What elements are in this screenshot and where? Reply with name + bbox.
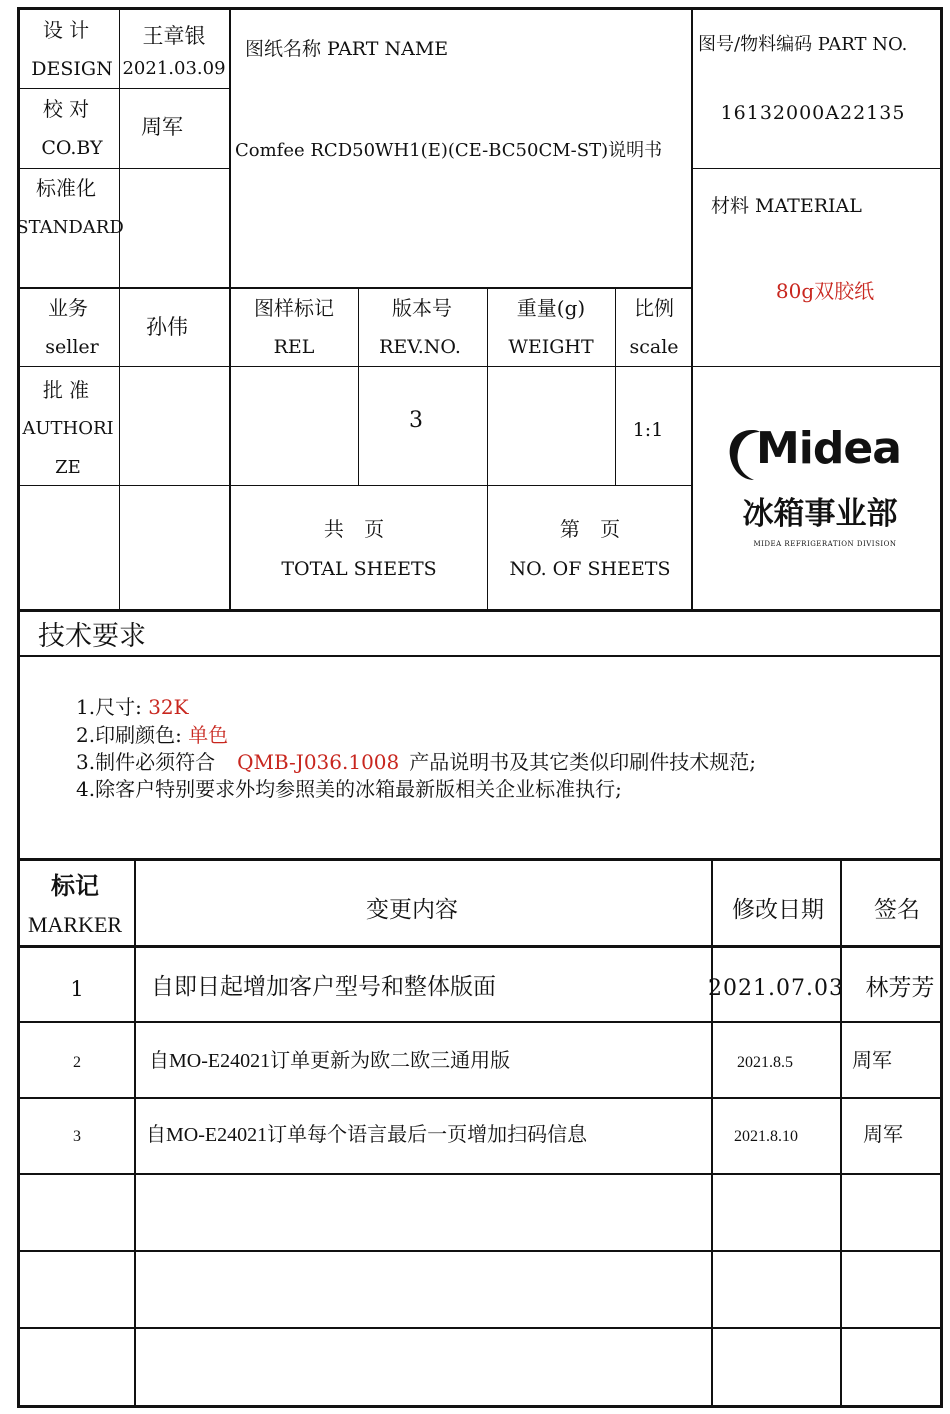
grid-line bbox=[487, 288, 488, 611]
row-1-sign: 林芳芳 bbox=[865, 975, 935, 1001]
rev-label-cn: 版本号 bbox=[392, 296, 452, 320]
rel-label-en: REL bbox=[273, 336, 315, 358]
row-1-date: 2021.07.03 bbox=[708, 976, 844, 1001]
grid-line bbox=[19, 655, 943, 657]
seller-label-cn: 业务 bbox=[48, 296, 88, 320]
req-3-suffix: 产品说明书及其它类似印刷件技术规范; bbox=[409, 750, 756, 774]
grid-line bbox=[19, 1327, 943, 1329]
grid-line bbox=[119, 9, 120, 611]
date-header: 修改日期 bbox=[732, 897, 824, 923]
grid-line bbox=[19, 1021, 943, 1023]
total-sheets-cn: 共 页 bbox=[323, 517, 385, 541]
grid-line bbox=[134, 860, 136, 1407]
check-label-cn: 校 对 bbox=[42, 97, 90, 121]
weight-label-en: WEIGHT bbox=[508, 336, 594, 358]
scale-value: 1:1 bbox=[632, 419, 664, 441]
requirement-item-1 bbox=[76, 697, 189, 717]
design-label-cn: 设 计 bbox=[42, 18, 90, 42]
requirement-item-3 bbox=[76, 752, 756, 772]
checker-name: 周军 bbox=[141, 115, 183, 139]
rev-label-en: REV.NO. bbox=[379, 336, 461, 358]
grid-line bbox=[19, 168, 230, 169]
req-2-label: 2.印刷颜色: bbox=[76, 723, 182, 747]
row-2-marker: 2 bbox=[73, 1054, 81, 1071]
material-label: 材料 MATERIAL bbox=[711, 195, 862, 217]
logo-wordmark: Midea bbox=[756, 423, 901, 474]
midea-logo bbox=[726, 424, 906, 484]
grid-line bbox=[711, 860, 713, 1407]
part-no-label: 图号/物料编码 PART NO. bbox=[698, 34, 908, 55]
part-name-label: 图纸名称 PART NAME bbox=[245, 38, 449, 60]
design-date: 2021.03.09 bbox=[122, 58, 226, 79]
req-1-value: 32K bbox=[148, 695, 189, 719]
row-3-marker: 3 bbox=[73, 1128, 81, 1145]
material-value: 80g双胶纸 bbox=[775, 279, 875, 303]
row-3-sign: 周军 bbox=[863, 1124, 903, 1146]
grid-line bbox=[19, 366, 943, 367]
row-3-content: 自MO-E24021订单每个语言最后一页增加扫码信息 bbox=[146, 1124, 588, 1146]
row-1-content: 自即日起增加客户型号和整体版面 bbox=[151, 974, 496, 1000]
requirement-item-4: 4.除客户特别要求外均参照美的冰箱最新版相关企业标准执行; bbox=[76, 777, 622, 801]
grid-line bbox=[19, 88, 230, 89]
division-name-cn: 冰箱事业部 bbox=[742, 496, 898, 532]
row-3-date: 2021.8.10 bbox=[734, 1128, 798, 1145]
row-2-date: 2021.8.5 bbox=[737, 1054, 793, 1071]
grid-line bbox=[19, 287, 693, 289]
sheet-no-en: NO. OF SHEETS bbox=[509, 558, 671, 580]
grid-line bbox=[19, 609, 943, 612]
row-1-marker: 1 bbox=[70, 977, 84, 1001]
division-name-en: MIDEA REFRIGERATION DIVISION bbox=[753, 540, 897, 548]
content-header: 变更内容 bbox=[366, 897, 458, 923]
req-2-value: 单色 bbox=[188, 723, 229, 747]
grid-line bbox=[19, 858, 943, 861]
req-1-label: 1.尺寸: bbox=[76, 695, 142, 719]
grid-line bbox=[19, 1250, 943, 1252]
standard-label-cn: 标准化 bbox=[36, 176, 96, 200]
row-2-content: 自MO-E24021订单更新为欧二欧三通用版 bbox=[149, 1050, 511, 1072]
total-sheets-en: TOTAL SHEETS bbox=[281, 558, 437, 580]
grid-line bbox=[615, 288, 616, 486]
scale-label-en: scale bbox=[629, 336, 679, 358]
grid-line bbox=[19, 945, 943, 948]
designer-name: 王章银 bbox=[142, 24, 206, 48]
part-name: Comfee RCD50WH1(E)(CE-BC50CM-ST)说明书 bbox=[235, 140, 663, 161]
frame-top bbox=[17, 7, 943, 10]
grid-line bbox=[19, 1097, 943, 1099]
grid-line bbox=[691, 9, 693, 611]
grid-line bbox=[840, 860, 842, 1407]
standard-label-en: STANDARD bbox=[16, 217, 124, 238]
grid-line bbox=[692, 168, 942, 169]
design-label-en: DESIGN bbox=[31, 58, 113, 80]
requirements-heading: 技术要求 bbox=[38, 621, 146, 652]
sheet-no-cn: 第 页 bbox=[559, 517, 621, 541]
frame-bottom bbox=[17, 1405, 943, 1408]
approve-label-en-1: AUTHORI bbox=[22, 418, 114, 439]
requirement-item-2 bbox=[76, 725, 228, 745]
weight-label-cn: 重量(g) bbox=[516, 296, 586, 320]
sign-header: 签名 bbox=[874, 897, 920, 923]
scale-label-cn: 比例 bbox=[634, 296, 674, 320]
approve-label-en-2: ZE bbox=[55, 457, 81, 478]
row-2-sign: 周军 bbox=[852, 1050, 892, 1072]
seller-name: 孙伟 bbox=[146, 315, 188, 339]
check-label-en: CO.BY bbox=[41, 137, 103, 159]
approve-label-cn: 批 准 bbox=[42, 378, 90, 402]
grid-line bbox=[19, 1173, 943, 1175]
frame-right bbox=[940, 7, 943, 1408]
rev-value: 3 bbox=[409, 408, 423, 433]
seller-label-en: seller bbox=[45, 336, 99, 358]
req-3-value: QMB-J036.1008 bbox=[237, 750, 400, 774]
part-no: 16132000A22135 bbox=[720, 102, 906, 124]
marker-header-cn: 标记 bbox=[51, 872, 99, 900]
req-3-label: 3.制件必须符合 bbox=[76, 750, 216, 774]
grid-line bbox=[358, 288, 359, 486]
grid-line bbox=[19, 485, 693, 486]
grid-line bbox=[229, 9, 231, 611]
rel-label-cn: 图样标记 bbox=[254, 296, 334, 320]
marker-header-en: MARKER bbox=[27, 912, 123, 937]
